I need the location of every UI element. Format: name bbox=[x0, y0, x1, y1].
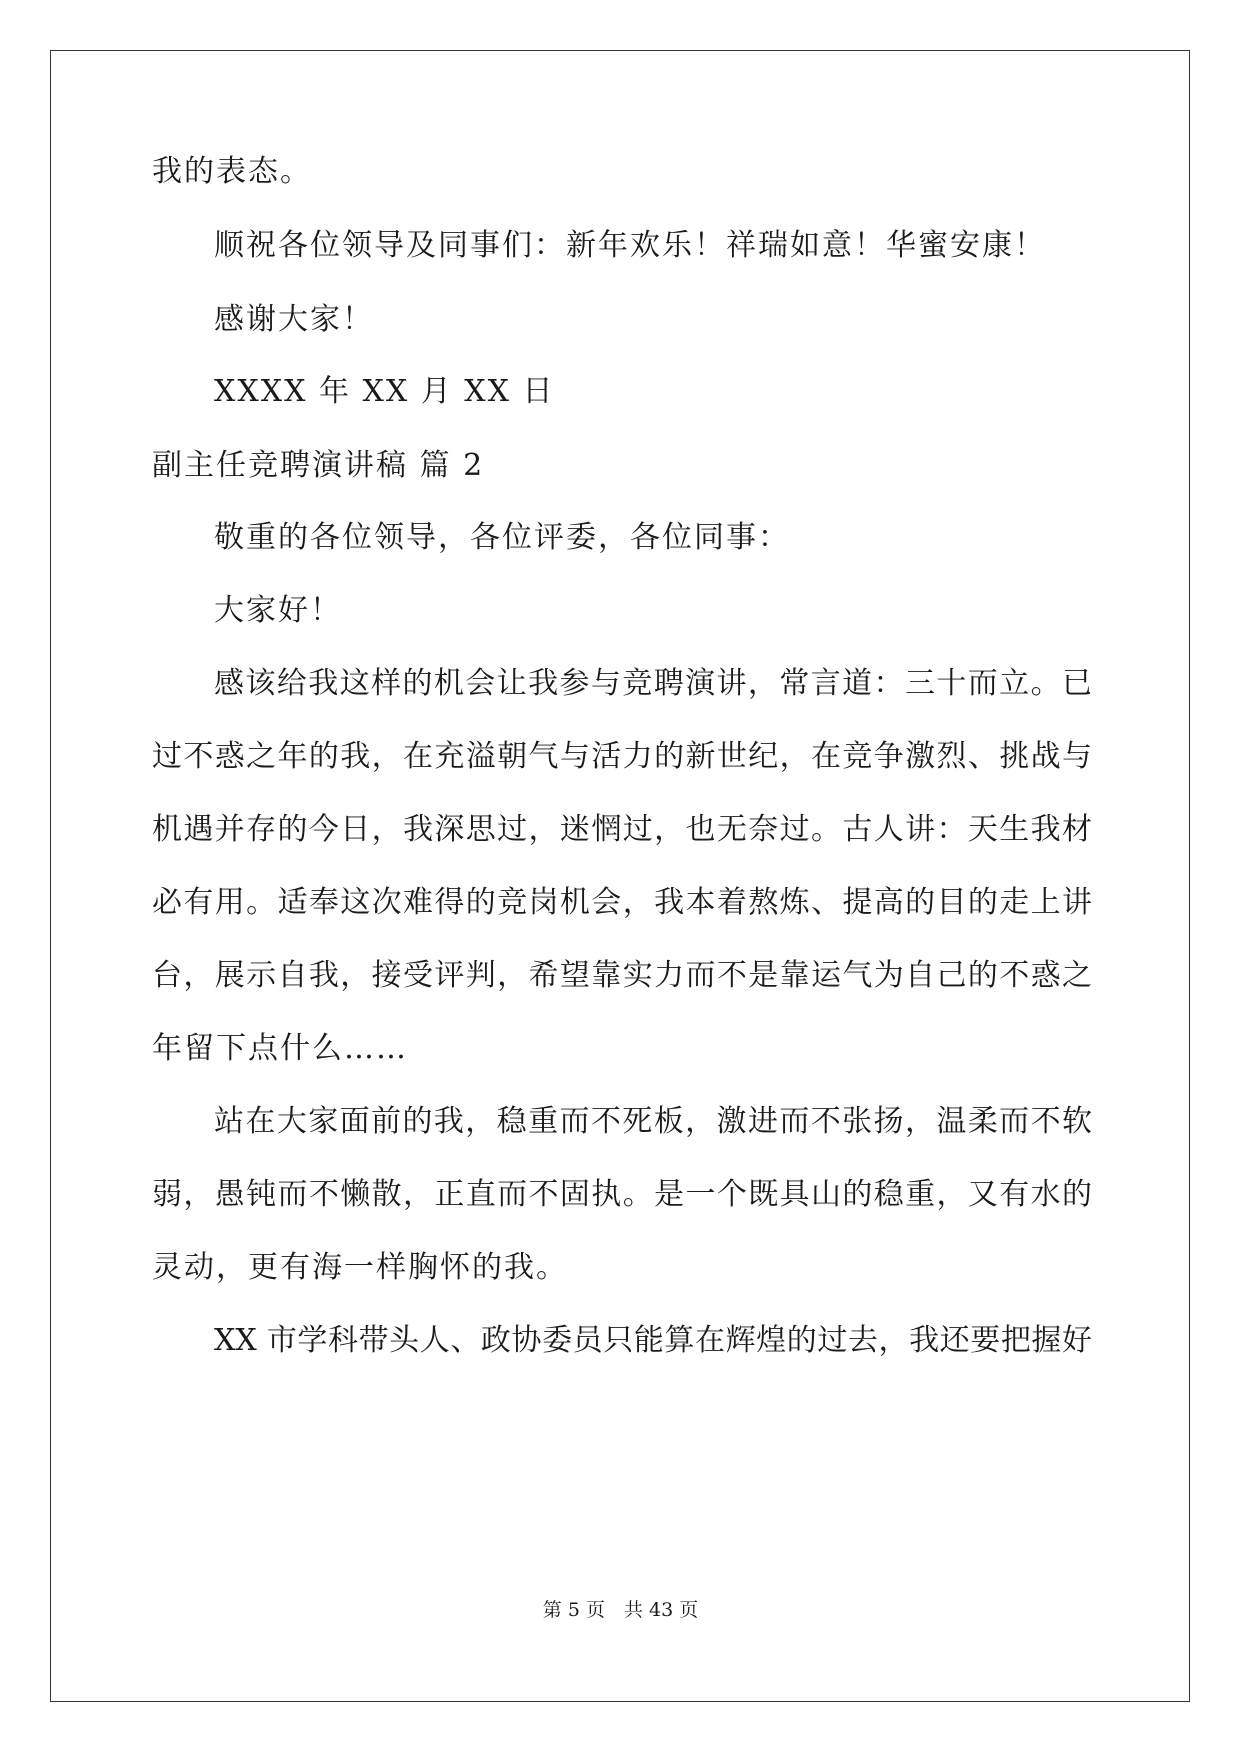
paragraph-line: 机遇并存的今日，我深思过，迷惘过，也无奈过。古人讲：天生我材 bbox=[152, 812, 1092, 847]
section-heading: 副主任竞聘演讲稿 篇 2 bbox=[152, 448, 485, 483]
paragraph-line: 弱，愚钝而不懒散，正直而不固执。是一个既具山的稳重，又有水的 bbox=[152, 1177, 1092, 1212]
paragraph-line: 过不惑之年的我，在充溢朝气与活力的新世纪，在竞争激烈、挑战与 bbox=[152, 739, 1092, 774]
greeting: 大家好！ bbox=[214, 593, 342, 628]
paragraph-line: 我的表态。 bbox=[152, 154, 312, 189]
paragraph-line: XX 市学科带头人、政协委员只能算在辉煌的过去，我还要把握好 bbox=[214, 1323, 1092, 1358]
paragraph-line: 感谢大家！ bbox=[214, 302, 374, 337]
paragraph-line: 站在大家面前的我，稳重而不死板，激进而不张扬，温柔而不软 bbox=[214, 1104, 1092, 1139]
date-line: XXXX 年 XX 月 XX 日 bbox=[214, 374, 555, 409]
page-border bbox=[50, 50, 1190, 1702]
paragraph-line: 感该给我这样的机会让我参与竞聘演讲，常言道：三十而立。已 bbox=[214, 666, 1092, 701]
paragraph-line: 灵动，更有海一样胸怀的我。 bbox=[152, 1250, 568, 1285]
page-number: 第 5 页 共 43 页 bbox=[542, 1599, 699, 1621]
paragraph-line: 台，展示自我，接受评判，希望靠实力而不是靠运气为自己的不惑之 bbox=[152, 958, 1092, 993]
paragraph-line: 必有用。适奉这次难得的竞岗机会，我本着熬炼、提高的目的走上讲 bbox=[152, 885, 1092, 920]
salutation: 敬重的各位领导，各位评委，各位同事： bbox=[214, 520, 790, 555]
paragraph-line: 年留下点什么…… bbox=[152, 1031, 408, 1066]
paragraph-line: 顺祝各位领导及同事们：新年欢乐！祥瑞如意！华蜜安康！ bbox=[214, 228, 1046, 263]
